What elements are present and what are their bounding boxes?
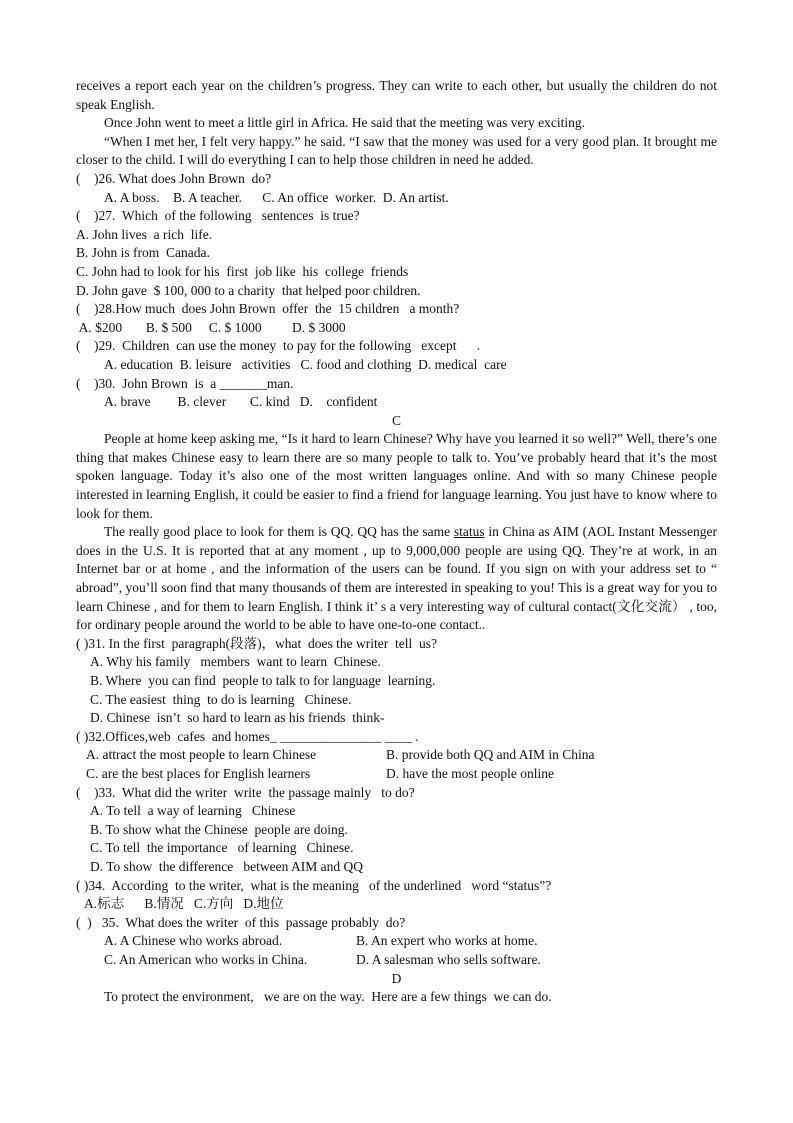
underlined-word-status: status	[453, 524, 485, 540]
passage-c-paragraph	[76, 523, 717, 635]
question-34-stem: ( )34. According to the writer, what is the meaning of the underlined word “status”?	[76, 877, 552, 893]
answer-blank: _______	[219, 375, 267, 391]
question-27-option: D. John gave $ 100, 000 to a charity that helped poor children.	[76, 282, 421, 298]
question-32-option: C. are the best places for English learners	[86, 765, 311, 781]
question-33-stem: ( )33. What did the writer write the passage mainly to do?	[76, 784, 415, 800]
question-27-stem: ( )27. Which of the following sentences is true?	[76, 208, 360, 224]
question-35-option: C. An American who works in China.	[104, 951, 308, 967]
question-33-option: C. To tell the importance of learning Chinese.	[90, 840, 354, 856]
section-heading-d: D	[391, 970, 402, 986]
question-35-option: A. A Chinese who works abroad.	[104, 933, 283, 949]
question-31-stem: ( )31. In the first paragraph(段落)，what does the writer tell us?	[76, 635, 438, 651]
question-32-stem-text: ( )32.Offices,web cafes and homes	[76, 728, 270, 744]
question-32-options	[76, 746, 717, 783]
passage-c-text: The really good place to look for them is QQ. QQ has the same	[104, 524, 454, 540]
question-28-stem: ( )28.How much does John Brown offer the 15 children a month?	[76, 301, 460, 317]
question-35-option: D. A salesman who sells software.	[356, 951, 541, 967]
document-page	[76, 77, 717, 1007]
question-27-option: C. John had to look for his first job like his college friends	[76, 263, 409, 279]
question-35-options	[76, 932, 717, 969]
question-32-stem	[76, 728, 717, 747]
question-31-option: B. Where you can find people to talk to for language learning.	[90, 673, 436, 688]
question-35-option: B. An expert who works at home.	[356, 933, 538, 949]
passage-b-paragraph: receives a report each year on the children’s progress. They can write to each other, but usually the children do not speak English.	[76, 78, 717, 112]
passage-c-paragraph: People at home keep asking me, “Is it hard to learn Chinese? Why have you learned it so well?” Well, there’s one thing that makes Chinese easy to learn there are so many people to talk to. You’ve probably heard that it’s the most spoken language. Today it’s also one of the most written languages online. And with so many Chinese people interested in learning English, it could be easier to find a friend for language learning. You just have to know where to look for them.	[76, 431, 717, 521]
passage-d-first-line: To protect the environment, we are on the way. Here are a few things we can do.	[104, 989, 552, 1005]
question-32-option: A. attract the most people to learn Chinese	[86, 747, 317, 763]
question-33-option: D. To show the difference between AIM and QQ	[90, 858, 363, 874]
passage-c-text: in China as AIM (AOL Instant Messenger does in the U.S. It is reported that at any moment , up to 9,000,000 people are using QQ. They’re at work, in an Internet bar or at home , and the information of the users can be found. If you sign on with your address set to “ abroad”, you’ll soon find that many thousands of them are interested in speaking to you! This is a great way for you to learn Chinese , and for them to learn English. I think it’ s a very interesting way of cultural contact(文化交流） , too, for ordinary people around the world to be able to have one-to-one contact..	[76, 524, 717, 633]
section-heading-c: C	[391, 412, 401, 428]
answer-blank: _ _______________ ____	[269, 728, 412, 744]
question-27-option: B. John is from Canada.	[76, 245, 210, 261]
question-28-options: A. $200 B. $ 500 C. $ 1000 D. $ 3000	[76, 319, 346, 335]
question-26-stem: ( )26. What does John Brown do?	[76, 170, 272, 186]
question-33-option: A. To tell a way of learning Chinese	[90, 803, 296, 819]
question-30-options: A. brave B. clever C. kind D. confident	[104, 394, 378, 410]
question-29-stem: ( )29. Children can use the money to pay for the following except .	[76, 338, 481, 354]
passage-b-paragraph: “When I met her, I felt very happy.” he said. “I saw that the money was used for a very good plan. It brought me closer to the child. I will do everything I can to help those children in need he added.	[76, 133, 717, 168]
question-30-stem-text: ( )30. John Brown is a	[76, 375, 220, 391]
question-33-option: B. To show what the Chinese people are doing.	[90, 821, 348, 837]
question-29-options: A. education B. leisure activities C. food and clothing D. medical care	[104, 356, 507, 372]
question-26-options: A. A boss. B. A teacher. C. An office worker. D. An artist.	[104, 189, 449, 205]
question-34-options: A.标志 B.情况 C.方向 D.地位	[84, 896, 284, 912]
question-32-option: B. provide both QQ and AIM in China	[386, 747, 595, 763]
question-31-option: D. Chinese isn’t so hard to learn as his friends think-	[90, 710, 385, 726]
question-31-option: A. Why his family members want to learn Chinese.	[90, 654, 381, 670]
question-31-option: C. The easiest thing to do is learning Chinese.	[90, 691, 352, 707]
passage-b-paragraph: Once John went to meet a little girl in Africa. He said that the meeting was very exciting.	[104, 115, 585, 131]
question-30-stem-end: man.	[266, 375, 294, 391]
question-27-option: A. John lives a rich life.	[76, 226, 213, 242]
question-30-stem	[76, 375, 717, 394]
question-32-stem-end: .	[411, 728, 419, 744]
question-32-option: D. have the most people online	[386, 765, 554, 781]
question-35-stem: ( ) 35. What does the writer of this passage probably do?	[76, 914, 406, 930]
